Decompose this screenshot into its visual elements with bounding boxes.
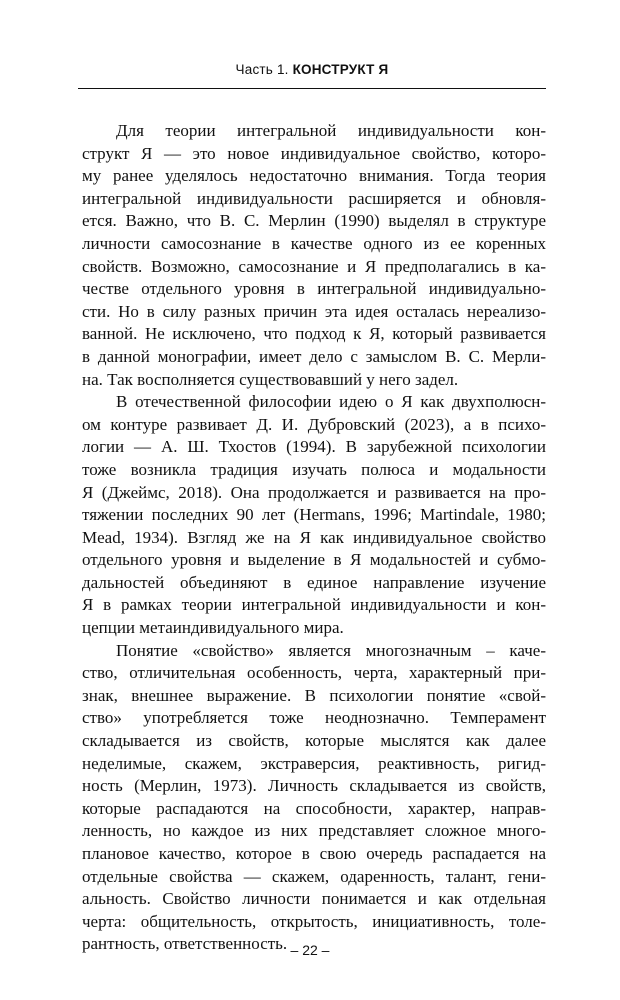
text-line: неделимые, скажем, экстраверсия, реактивность, ригид-	[82, 753, 546, 773]
text-line: черта: общительность, открытость, инициативность, толе-	[82, 911, 546, 931]
text-line: которые распадаются на способности, характер, направ-	[82, 798, 546, 818]
text-line: рантность, ответственность.	[82, 934, 288, 954]
body-text	[82, 120, 546, 956]
text-line: дальностей объединяют в единое направление изучение	[82, 572, 546, 592]
text-line: плановое качество, которое в свою очередь распадается на	[82, 844, 546, 863]
text-line: В отечественной философии идею о Я как двухполюсн-	[116, 392, 546, 412]
text-line: ность (Мерлин, 1973). Личность складывается из свойств,	[82, 776, 546, 796]
text-line: сти. Но в силу разных причин эта идея осталась нереализо-	[82, 301, 546, 321]
text-line: му ранее уделялось недостаточно внимания. Тогда теория	[82, 166, 546, 186]
text-line: Я в рамках теории интегральной индивидуальности и кон-	[82, 595, 546, 615]
text-line: на. Так восполняется существовавший у него задел.	[82, 369, 459, 389]
page-number: – 22 –	[290, 942, 330, 958]
text-line: логии — А. Ш. Тхостов (1994). В зарубежной психологии	[82, 437, 546, 457]
text-line: отдельного уровня и выделение в Я модальностей и субмо-	[82, 550, 546, 570]
text-line: ванной. Не исключено, что подход к Я, который развивается	[82, 324, 546, 344]
text-line: знак, внешнее выражение. В психологии понятие «свой-	[82, 685, 546, 705]
text-line: интегральной индивидуальности расширяется и обновля-	[82, 188, 546, 208]
text-line: тяжении последних 90 лет (Hermans, 1996; Martindale, 1980;	[82, 505, 546, 525]
header-divider	[78, 88, 546, 89]
paragraph	[82, 120, 546, 391]
text-line: ленность, но каждое из них представляет сложное много-	[82, 821, 546, 841]
text-line: Я (Джеймс, 2018). Она продолжается и развивается на про-	[82, 482, 546, 502]
text-line: личности самосознание в качестве одного из ее коренных	[82, 233, 546, 253]
text-line: отдельные свойства — скажем, одаренность, талант, гени-	[82, 866, 546, 886]
text-line: свойств. Возможно, самосознание и Я предполагались в ка-	[82, 256, 546, 276]
text-line: Для теории интегральной индивидуальности кон-	[116, 121, 546, 140]
running-head-title: КОНСТРУКТ Я	[292, 62, 389, 77]
text-line: ство, отличительная особенность, черта, характерный при-	[82, 663, 546, 683]
text-line: ом контуре развивает Д. И. Дубровский (2023), а в психо-	[82, 414, 546, 434]
text-line: ство» употребляется тоже неоднозначно. Темперамент	[82, 708, 546, 728]
text-line: в данной монографии, имеет дело с замыслом В. С. Мерли-	[82, 346, 546, 366]
running-head-part: Часть 1.	[235, 62, 289, 77]
text-line: тоже возникла традиция изучать полюса и модальности	[82, 459, 546, 479]
text-line: ется. Важно, что В. С. Мерлин (1990) выделял в структуре	[82, 211, 546, 231]
text-line: цепции метаиндивидуального мира.	[82, 618, 344, 638]
running-head	[78, 62, 546, 77]
paragraph	[82, 391, 546, 640]
text-line: складывается из свойств, которые мыслятся как далее	[82, 731, 546, 751]
text-line: честве отдельного уровня в интегральной индивидуально-	[82, 279, 546, 299]
text-line: структ Я — это новое индивидуальное свойство, которо-	[82, 143, 546, 163]
text-line: Mead, 1934). Взгляд же на Я как индивидуальное свойство	[82, 527, 546, 547]
text-line: альность. Свойство личности понимается и как отдельная	[82, 889, 546, 909]
text-line: Понятие «свойство» является многозначным – каче-	[116, 640, 546, 660]
paragraph	[82, 640, 546, 956]
